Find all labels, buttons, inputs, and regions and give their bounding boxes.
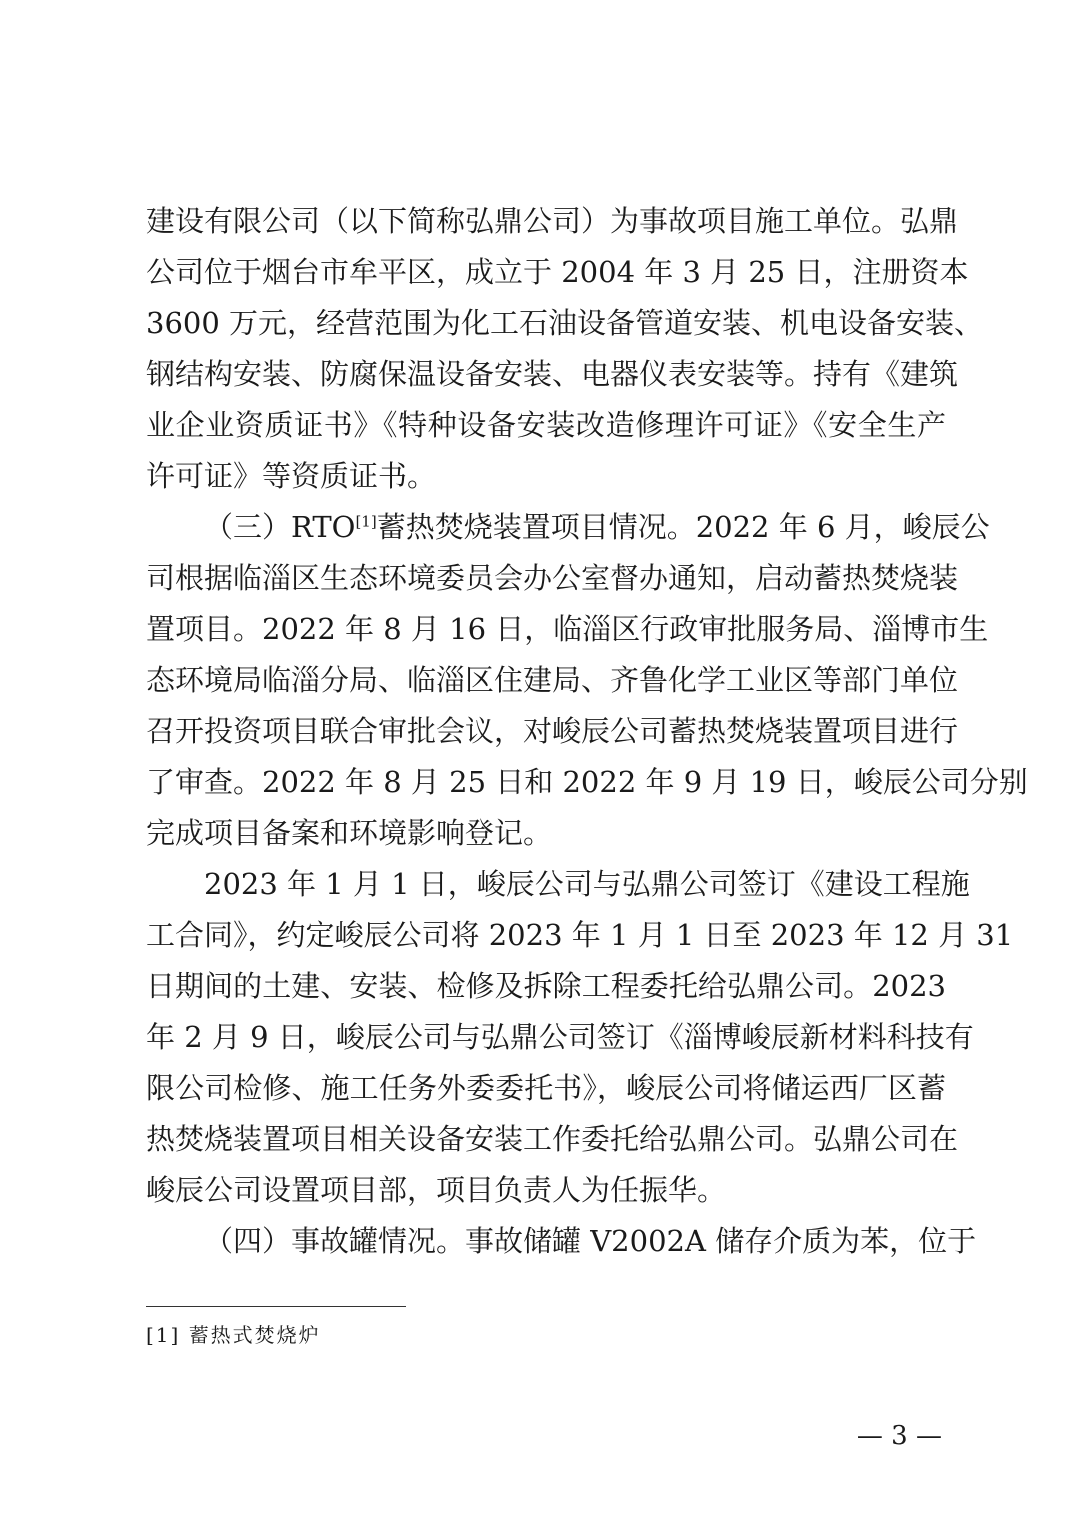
- section-heading-line: （四）事故罐情况。事故储罐 V2002A 储存介质为苯，位于: [204, 1224, 977, 1258]
- body-text: [146, 196, 1028, 1267]
- text-line: 钢结构安装、防腐保温设备安装、电器仪表安装等。持有《建筑: [146, 357, 959, 391]
- heading-suffix: 蓄热焚烧装置项目情况。2022 年 6 月，峻辰公: [376, 510, 990, 544]
- footnote: [1] 蓄热式焚烧炉: [146, 1323, 321, 1347]
- text-line: 日期间的土建、安装、检修及拆除工程委托给弘鼎公司。2023: [146, 969, 946, 1003]
- text-line: 热焚烧装置项目相关设备安装工作委托给弘鼎公司。弘鼎公司在: [146, 1122, 959, 1156]
- text-line: 置项目。2022 年 8 月 16 日，临淄区行政审批服务局、淄博市生: [146, 612, 989, 646]
- text-line: 工合同》，约定峻辰公司将 2023 年 1 月 1 日至 2023 年 12 月 31: [146, 918, 1014, 952]
- text-line: 召开投资项目联合审批会议，对峻辰公司蓄热焚烧装置项目进行: [146, 714, 959, 748]
- heading-prefix: （三）RTO: [204, 510, 356, 544]
- text-line: 业企业资质证书》《特种设备安装改造修理许可证》《安全生产: [146, 408, 946, 442]
- section-heading-line: [146, 502, 990, 553]
- text-line: 年 2 月 9 日，峻辰公司与弘鼎公司签订《淄博峻辰新材料科技有: [146, 1020, 974, 1054]
- text-line: 限公司检修、施工任务外委委托书》，峻辰公司将储运西厂区蓄: [146, 1071, 946, 1105]
- text-line: 2023 年 1 月 1 日，峻辰公司与弘鼎公司签订《建设工程施: [204, 867, 970, 901]
- text-line: 态环境局临淄分局、临淄区住建局、齐鲁化学工业区等部门单位: [146, 663, 959, 697]
- page-number: — 3 —: [856, 1421, 942, 1451]
- text-line: 峻辰公司设置项目部，项目负责人为任振华。: [146, 1173, 727, 1207]
- text-line: 3600 万元，经营范围为化工石油设备管道安装、机电设备安装、: [146, 306, 984, 340]
- text-line: 公司位于烟台市牟平区，成立于 2004 年 3 月 25 日，注册资本: [146, 255, 969, 289]
- text-line: 了审查。2022 年 8 月 25 日和 2022 年 9 月 19 日，峻辰公司分别: [146, 765, 1028, 799]
- text-line: 完成项目备案和环境影响登记。: [146, 816, 553, 850]
- text-line: 许可证》等资质证书。: [146, 459, 437, 493]
- footnote-reference[interactable]: [1]: [355, 512, 377, 531]
- text-line: 建设有限公司（以下简称弘鼎公司）为事故项目施工单位。弘鼎: [146, 204, 959, 238]
- text-line: 司根据临淄区生态环境委员会办公室督办通知，启动蓄热焚烧装: [146, 561, 959, 595]
- footnote-divider: [146, 1306, 406, 1307]
